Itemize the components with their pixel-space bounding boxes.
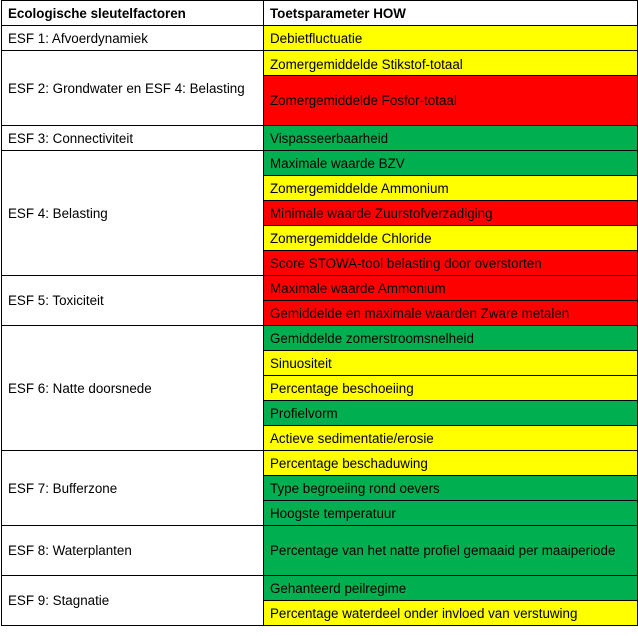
factor-cell: ESF 8: Waterplanten bbox=[2, 526, 264, 576]
factor-cell: ESF 6: Natte doorsnede bbox=[2, 326, 264, 451]
param-cell: Percentage beschoeiing bbox=[264, 376, 638, 401]
factor-cell: ESF 1: Afvoerdynamiek bbox=[2, 26, 264, 51]
table-row bbox=[2, 126, 638, 151]
param-cell: Debietfluctuatie bbox=[264, 26, 638, 51]
factor-cell: ESF 2: Grondwater en ESF 4: Belasting bbox=[2, 51, 264, 126]
table-row bbox=[2, 451, 638, 476]
param-cell: Gehanteerd peilregime bbox=[264, 576, 638, 601]
factor-cell: ESF 9: Stagnatie bbox=[2, 576, 264, 626]
param-cell: Minimale waarde Zuurstofverzadiging bbox=[264, 201, 638, 226]
table-row bbox=[2, 51, 638, 76]
param-cell: Gemiddelde zomerstroomsnelheid bbox=[264, 326, 638, 351]
header-parameter: Toetsparameter HOW bbox=[264, 1, 638, 26]
param-cell: Percentage van het natte profiel gemaaid per maaiperiode bbox=[264, 526, 638, 576]
param-cell: Percentage waterdeel onder invloed van verstuwing bbox=[264, 601, 638, 626]
param-cell: Profielvorm bbox=[264, 401, 638, 426]
param-cell: Zomergemiddelde Chloride bbox=[264, 226, 638, 251]
param-cell: Type begroeiing rond oevers bbox=[264, 476, 638, 501]
table-row bbox=[2, 526, 638, 576]
esf-table bbox=[1, 0, 638, 626]
factor-cell: ESF 4: Belasting bbox=[2, 151, 264, 276]
table-row bbox=[2, 276, 638, 301]
header-row bbox=[2, 1, 638, 26]
param-cell: Maximale waarde Ammonium bbox=[264, 276, 638, 301]
factor-cell: ESF 5: Toxiciteit bbox=[2, 276, 264, 326]
table-row bbox=[2, 326, 638, 351]
param-cell: Zomergemiddelde Fosfor-totaal bbox=[264, 76, 638, 126]
param-cell: Zomergemiddelde Stikstof-totaal bbox=[264, 51, 638, 76]
table-row bbox=[2, 576, 638, 601]
param-cell: Sinuositeit bbox=[264, 351, 638, 376]
factor-cell: ESF 7: Bufferzone bbox=[2, 451, 264, 526]
factor-cell: ESF 3: Connectiviteit bbox=[2, 126, 264, 151]
param-cell: Actieve sedimentatie/erosie bbox=[264, 426, 638, 451]
param-cell: Hoogste temperatuur bbox=[264, 501, 638, 526]
param-cell: Maximale waarde BZV bbox=[264, 151, 638, 176]
header-factor: Ecologische sleutelfactoren bbox=[2, 1, 264, 26]
param-cell: Gemiddelde en maximale waarden Zware metalen bbox=[264, 301, 638, 326]
table-row bbox=[2, 26, 638, 51]
param-cell: Percentage beschaduwing bbox=[264, 451, 638, 476]
param-cell: Score STOWA-tool belasting door overstorten bbox=[264, 251, 638, 276]
param-cell: Zomergemiddelde Ammonium bbox=[264, 176, 638, 201]
param-cell: Vispasseerbaarheid bbox=[264, 126, 638, 151]
table-row bbox=[2, 151, 638, 176]
